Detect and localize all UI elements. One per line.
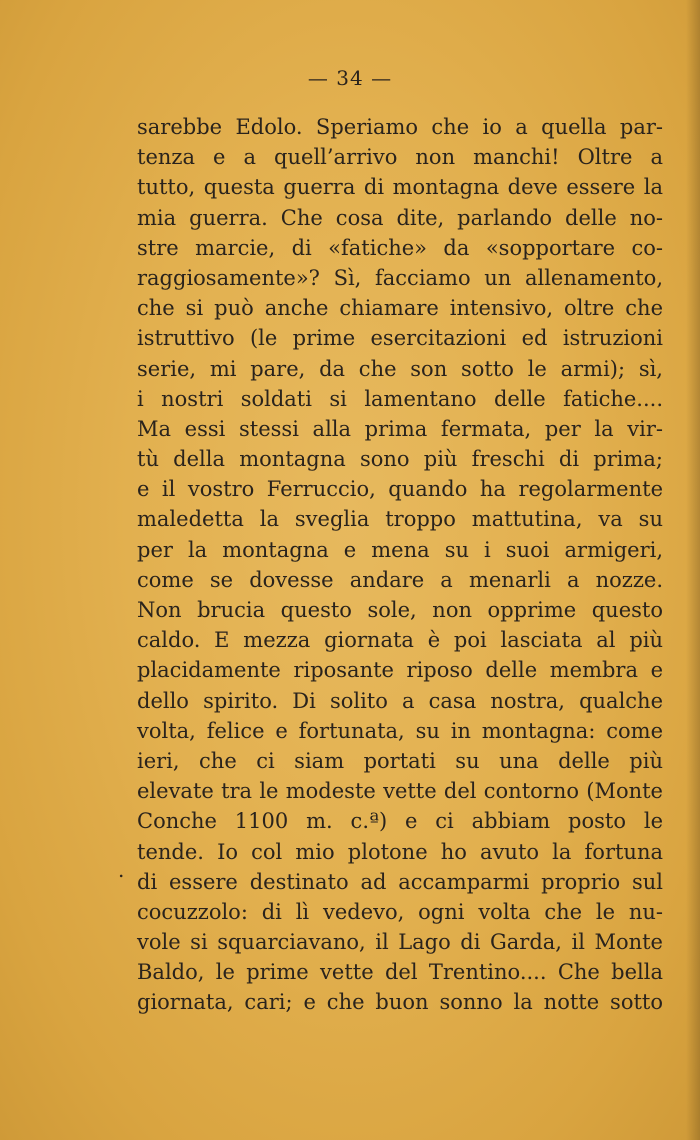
- text-line: raggiosamente»? Sì, facciamo un allenamento,: [137, 265, 663, 290]
- text-line: giornata, cari; e che buon sonno la notte sotto: [137, 990, 663, 1015]
- text-line: per la montagna e mena su i suoi armigeri,: [137, 537, 663, 562]
- text-line: che si può anche chiamare intensivo, oltre che: [137, 296, 663, 321]
- text-line: Baldo, le prime vette del Trentino.... Che bella: [137, 960, 663, 985]
- text-line: mia guerra. Che cosa dite, parlando delle no-: [137, 205, 663, 230]
- text-line: sarebbe Edolo. Speriamo che io a quella par-: [137, 115, 663, 139]
- text-line: i nostri soldati si lamentano delle fatiche....: [137, 386, 663, 411]
- text-line: tutto, questa guerra di montagna deve essere la: [137, 175, 663, 200]
- text-line: stre marcie, di «fatiche» da «sopportare co-: [137, 235, 663, 260]
- text-line: Ma essi stessi alla prima fermata, per la vir-: [137, 416, 663, 441]
- page-number: — 34 —: [307, 66, 393, 90]
- text-line: di essere destinato ad accamparmi proprio sul: [137, 869, 663, 894]
- text-line: serie, mi pare, da che son sotto le armi); sì,: [137, 356, 663, 381]
- text-line: Conche 1100 m. c.ª) e ci abbiam posto le: [137, 809, 663, 834]
- text-line: cocuzzolo: di lì vedevo, ogni volta che le nu-: [137, 899, 663, 924]
- text-line: ieri, che ci siam portati su una delle più: [137, 748, 663, 773]
- text-line: e il vostro Ferruccio, quando ha regolarmente: [137, 477, 663, 502]
- margin-mark: .: [118, 858, 125, 882]
- text-line: tenza e a quell’arrivo non manchi! Oltre a: [137, 145, 663, 170]
- text-line: maledetta la sveglia troppo mattutina, va su: [137, 507, 663, 532]
- text-line: istruttivo (le prime esercitazioni ed istruzioni: [137, 326, 663, 351]
- text-line: Non brucia questo sole, non opprime questo: [137, 598, 663, 622]
- text-line: placidamente riposante riposo delle membra e: [137, 658, 663, 683]
- body-text: [137, 112, 663, 1018]
- text-line: tù della montagna sono più freschi di prima;: [137, 447, 663, 472]
- text-line: elevate tra le modeste vette del contorno (Monte: [137, 779, 663, 804]
- text-line: vole si squarciavano, il Lago di Garda, il Monte: [137, 930, 663, 955]
- text-line: caldo. E mezza giornata è poi lasciata al più: [137, 628, 663, 653]
- page-edge-shadow: [686, 0, 700, 1140]
- text-line: volta, felice e fortunata, su in montagna: come: [137, 718, 663, 743]
- text-line: tende. Io col mio plotone ho avuto la fortuna: [137, 839, 663, 864]
- text-line: come se dovesse andare a menarli a nozze.: [137, 567, 663, 592]
- text-line: dello spirito. Di solito a casa nostra, qualche: [137, 688, 663, 713]
